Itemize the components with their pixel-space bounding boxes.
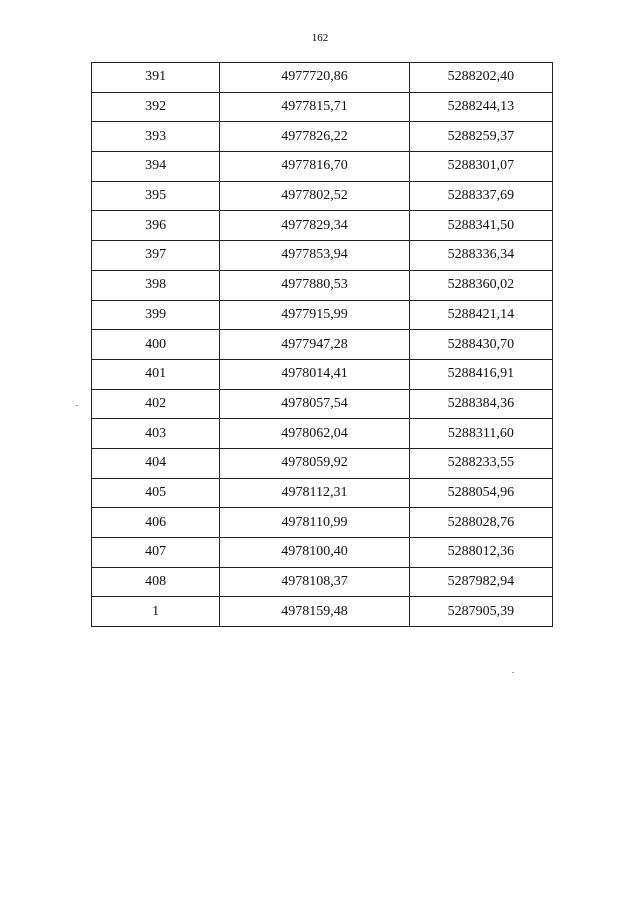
x-coordinate-cell: 4978110,99 — [220, 508, 409, 538]
y-coordinate-cell: 5288054,96 — [409, 478, 552, 508]
point-number-cell: 398 — [92, 270, 220, 300]
x-coordinate-cell: 4978057,54 — [220, 389, 409, 419]
point-number-cell: 407 — [92, 538, 220, 568]
point-number-cell: 397 — [92, 241, 220, 271]
table-row — [92, 419, 553, 449]
scan-speck — [512, 672, 514, 673]
table-row — [92, 478, 553, 508]
table-row — [92, 567, 553, 597]
x-coordinate-cell: 4977853,94 — [220, 241, 409, 271]
table-row — [92, 181, 553, 211]
table-row — [92, 389, 553, 419]
point-number-cell: 391 — [92, 63, 220, 93]
point-number-cell: 401 — [92, 359, 220, 389]
x-coordinate-cell: 4978100,40 — [220, 538, 409, 568]
coordinates-table — [91, 62, 553, 627]
table-row — [92, 152, 553, 182]
point-number-cell: 399 — [92, 300, 220, 330]
y-coordinate-cell: 5288202,40 — [409, 63, 552, 93]
point-number-cell: 392 — [92, 92, 220, 122]
point-number-cell: 393 — [92, 122, 220, 152]
x-coordinate-cell: 4977947,28 — [220, 330, 409, 360]
point-number-cell: 1 — [92, 597, 220, 627]
point-number-cell: 404 — [92, 448, 220, 478]
x-coordinate-cell: 4977880,53 — [220, 270, 409, 300]
point-number-cell: 403 — [92, 419, 220, 449]
table-row — [92, 211, 553, 241]
y-coordinate-cell: 5288259,37 — [409, 122, 552, 152]
point-number-cell: 400 — [92, 330, 220, 360]
y-coordinate-cell: 5288233,55 — [409, 448, 552, 478]
x-coordinate-cell: 4978062,04 — [220, 419, 409, 449]
x-coordinate-cell: 4978159,48 — [220, 597, 409, 627]
y-coordinate-cell: 5288421,14 — [409, 300, 552, 330]
table-row — [92, 448, 553, 478]
scan-speck — [76, 405, 78, 406]
y-coordinate-cell: 5288341,50 — [409, 211, 552, 241]
x-coordinate-cell: 4977826,22 — [220, 122, 409, 152]
coordinates-table-body — [92, 63, 553, 627]
x-coordinate-cell: 4978014,41 — [220, 359, 409, 389]
x-coordinate-cell: 4978059,92 — [220, 448, 409, 478]
point-number-cell: 396 — [92, 211, 220, 241]
y-coordinate-cell: 5288416,91 — [409, 359, 552, 389]
x-coordinate-cell: 4977815,71 — [220, 92, 409, 122]
table-row — [92, 241, 553, 271]
point-number-cell: 402 — [92, 389, 220, 419]
table-row — [92, 538, 553, 568]
table-row — [92, 359, 553, 389]
table-row — [92, 508, 553, 538]
y-coordinate-cell: 5288244,13 — [409, 92, 552, 122]
table-row — [92, 330, 553, 360]
table-row — [92, 92, 553, 122]
x-coordinate-cell: 4978108,37 — [220, 567, 409, 597]
table-row — [92, 270, 553, 300]
point-number-cell: 395 — [92, 181, 220, 211]
y-coordinate-cell: 5288360,02 — [409, 270, 552, 300]
table-row — [92, 122, 553, 152]
x-coordinate-cell: 4977915,99 — [220, 300, 409, 330]
point-number-cell: 405 — [92, 478, 220, 508]
point-number-cell: 394 — [92, 152, 220, 182]
y-coordinate-cell: 5288384,36 — [409, 389, 552, 419]
x-coordinate-cell: 4978112,31 — [220, 478, 409, 508]
y-coordinate-cell: 5288012,36 — [409, 538, 552, 568]
x-coordinate-cell: 4977829,34 — [220, 211, 409, 241]
x-coordinate-cell: 4977816,70 — [220, 152, 409, 182]
y-coordinate-cell: 5288028,76 — [409, 508, 552, 538]
x-coordinate-cell: 4977802,52 — [220, 181, 409, 211]
y-coordinate-cell: 5288336,34 — [409, 241, 552, 271]
y-coordinate-cell: 5288337,69 — [409, 181, 552, 211]
y-coordinate-cell: 5288311,60 — [409, 419, 552, 449]
y-coordinate-cell: 5288301,07 — [409, 152, 552, 182]
point-number-cell: 406 — [92, 508, 220, 538]
x-coordinate-cell: 4977720,86 — [220, 63, 409, 93]
table-row — [92, 597, 553, 627]
table-row — [92, 63, 553, 93]
page-number: 162 — [311, 32, 329, 44]
point-number-cell: 408 — [92, 567, 220, 597]
y-coordinate-cell: 5287905,39 — [409, 597, 552, 627]
y-coordinate-cell: 5288430,70 — [409, 330, 552, 360]
y-coordinate-cell: 5287982,94 — [409, 567, 552, 597]
table-row — [92, 300, 553, 330]
